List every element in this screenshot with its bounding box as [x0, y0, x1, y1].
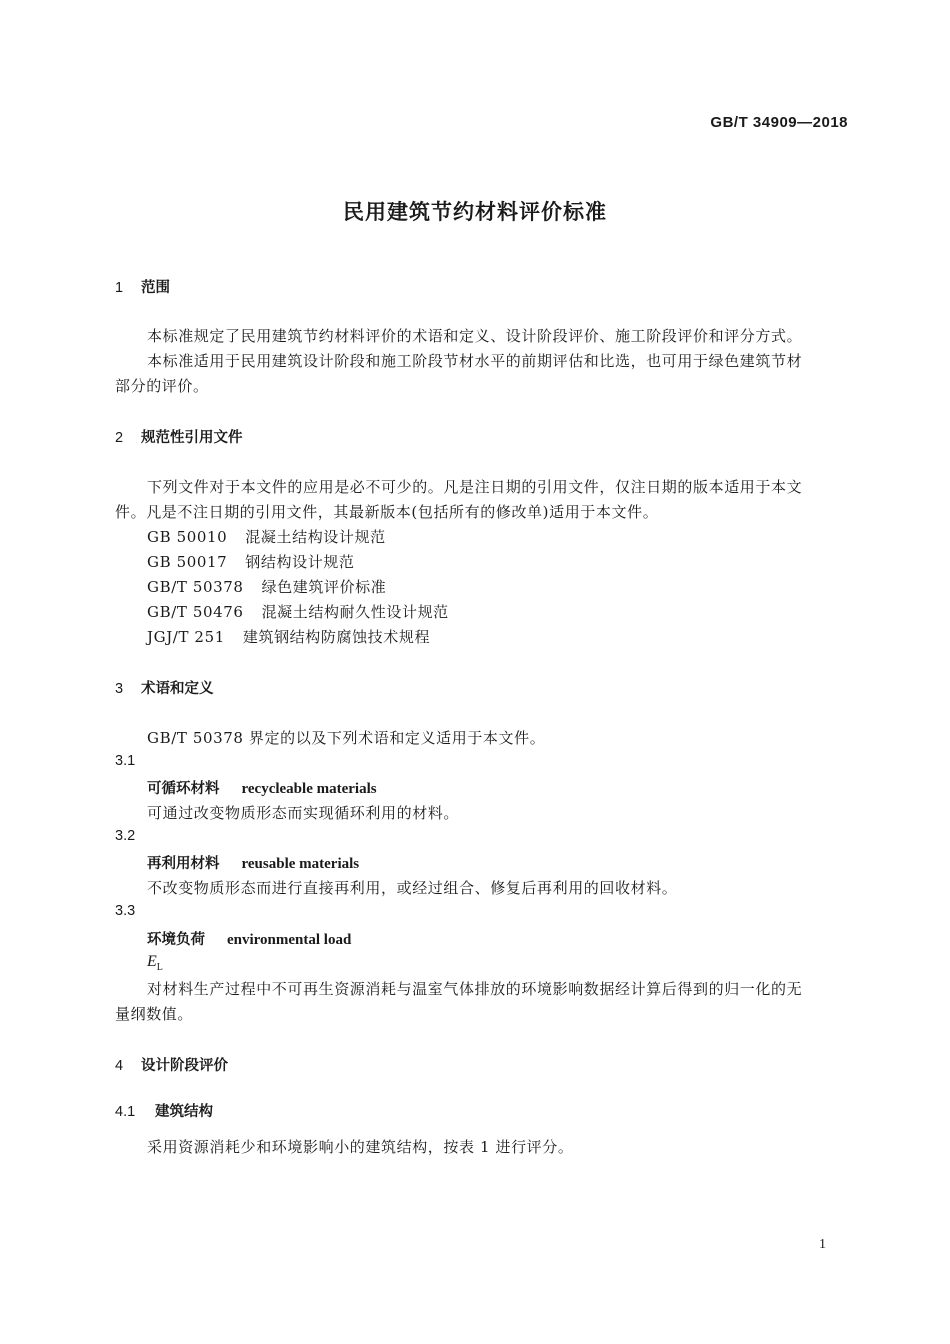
reference-item: [147, 626, 430, 647]
term-en: environmental load: [227, 932, 352, 948]
terms-intro: GB/T 50378 界定的以及下列术语和定义适用于本文件。: [147, 729, 546, 747]
section-heading-design-stage: [115, 1054, 228, 1075]
references-intro-line-2: 件。凡是不注日期的引用文件，其最新版本(包括所有的修改单)适用于本文件。: [115, 503, 659, 521]
reference-item: [147, 576, 386, 597]
clause-number: 3.3: [115, 903, 136, 919]
reference-item: [147, 601, 449, 622]
term-definition: 可通过改变物质形态而实现循环利用的材料。: [147, 804, 460, 822]
section-number: 2: [115, 430, 124, 446]
document-title: 民用建筑节约材料评价标准: [343, 200, 607, 224]
reference-item: [147, 551, 355, 572]
section-heading-normative-references: [115, 426, 243, 447]
term-symbol: [147, 953, 163, 973]
section-heading-terms-definitions: [115, 677, 214, 698]
reference-code: GB/T 50378: [147, 578, 244, 596]
reference-title: 绿色建筑评价标准: [261, 578, 387, 596]
term-recyclable-materials: [147, 777, 377, 798]
term-environmental-load: [147, 928, 351, 949]
scope-paragraph-1: 本标准规定了民用建筑节约材料评价的术语和定义、设计阶段评价、施工阶段评价和评分方式。: [147, 327, 803, 345]
section-number: 4: [115, 1058, 124, 1074]
reference-item: [147, 526, 386, 547]
standard-code: GB/T 34909—2018: [710, 114, 848, 131]
section-title: 设计阶段评价: [141, 1058, 228, 1074]
reference-code: GB 50017: [147, 553, 228, 571]
scope-paragraph-2-line-1: 本标准适用于民用建筑设计阶段和施工阶段节材水平的前期评估和比选，也可用于绿色建筑节材: [147, 352, 803, 370]
subsection-heading-building-structure: [115, 1100, 213, 1121]
term-definition-line-1: 对材料生产过程中不可再生资源消耗与温室气体排放的环境影响数据经计算后得到的归一化的无: [147, 980, 803, 998]
reference-title: 建筑钢结构防腐蚀技术规程: [242, 628, 431, 646]
term-definition-line-2: 量纲数值。: [115, 1005, 194, 1023]
section-number: 3: [115, 681, 124, 697]
reference-title: 混凝土结构设计规范: [245, 528, 386, 546]
clause-number: 3.2: [115, 828, 136, 844]
term-definition: 不改变物质形态而进行直接再利用，或经过组合、修复后再利用的回收材料。: [147, 879, 678, 897]
scope-paragraph-2-line-2: 部分的评价。: [115, 377, 209, 395]
clause-number: 3.1: [115, 753, 136, 769]
references-intro-line-1: 下列文件对于本文件的应用是必不可少的。凡是注日期的引用文件，仅注日期的版本适用于本文: [147, 478, 803, 496]
reference-title: 钢结构设计规范: [245, 553, 355, 571]
term-reusable-materials: [147, 852, 359, 873]
reference-title: 混凝土结构耐久性设计规范: [261, 603, 449, 621]
section-title: 术语和定义: [141, 681, 214, 697]
reference-code: GB 50010: [147, 528, 228, 546]
term-zh: 再利用材料: [147, 856, 220, 872]
term-zh: 环境负荷: [147, 932, 205, 948]
subsection-title: 建筑结构: [155, 1104, 213, 1120]
term-en: recycleable materials: [241, 781, 377, 797]
page-number: 1: [819, 1237, 826, 1252]
subsection-number: 4.1: [115, 1104, 136, 1120]
term-en: reusable materials: [241, 856, 360, 872]
reference-code: JGJ/T 251: [147, 628, 225, 646]
symbol-letter: E: [147, 953, 157, 970]
section-title: 范围: [141, 280, 170, 296]
symbol-subscript: L: [156, 962, 163, 974]
section-title: 规范性引用文件: [141, 430, 243, 446]
term-zh: 可循环材料: [147, 781, 220, 797]
section-number: 1: [115, 280, 124, 296]
building-structure-paragraph: 采用资源消耗少和环境影响小的建筑结构，按表 1 进行评分。: [147, 1138, 574, 1156]
section-heading-scope: [115, 276, 170, 297]
reference-code: GB/T 50476: [147, 603, 244, 621]
